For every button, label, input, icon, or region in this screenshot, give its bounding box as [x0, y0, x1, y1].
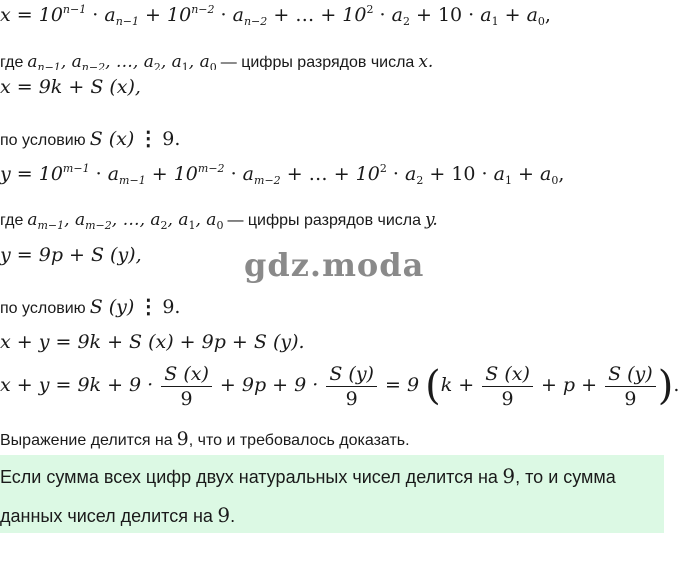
- sum-digits-x: S (x): [89, 128, 135, 150]
- grouped-inner-k: k +: [440, 374, 475, 396]
- grouped-rhs: = 9: [385, 374, 420, 396]
- fraction-sy-9: $\frac{S (y)}{9}$: [326, 363, 377, 410]
- result-number: 9: [217, 503, 231, 527]
- result-text: Если сумма всех цифр двух натуральных чисел делится на: [0, 467, 498, 487]
- equation-y-9p: y = 9p + S (y),: [0, 244, 142, 266]
- result-line-1: [0, 457, 616, 496]
- var-y: y.: [425, 210, 438, 230]
- var-x: x.: [418, 52, 434, 70]
- divides-symbol: ⋮: [138, 294, 159, 318]
- digits-suffix: — цифры разрядов числа: [227, 212, 422, 229]
- conclusion-number: 9: [176, 428, 189, 450]
- watermark-logo: gdz.moda: [244, 246, 425, 284]
- digits-description-x: где $a_{n-1}$, $a_{n-2}$, …, $a_2$, $a_1$, $a_0$ — цифры разрядов числа x.: [0, 52, 434, 70]
- condition-label: по условию: [0, 300, 86, 317]
- equation-x-9k: x = 9k + S (x),: [0, 76, 141, 98]
- conclusion: [0, 428, 410, 450]
- fraction-sx-9: $\frac{S (x)}{9}$: [161, 363, 212, 410]
- digits-description-y: где $a_{m-1}$, $a_{m-2}$, …, $a_2$, $a_1$, $a_0$ — цифры разрядов числа y.: [0, 210, 438, 232]
- equation-grouped: [0, 356, 679, 414]
- grouped-mid: + 9p + 9 ·: [219, 374, 319, 396]
- fraction-sy-9-inner: $\frac{S (y)}{9}$: [605, 363, 656, 410]
- where-label: где: [0, 212, 24, 229]
- right-paren: ): [657, 363, 674, 409]
- result-text: данных чисел делится на: [0, 506, 213, 526]
- equation-y-expansion: $y = 10^{m-1} \cdot a_{m-1} + 10^{m-2} \cdot a_{m-2}$ + … + $10^2 \cdot a_2 + 10 \cdot a_1 + a_0$,: [0, 162, 565, 187]
- condition-y: [0, 294, 180, 318]
- grouped-inner-p: + p +: [540, 374, 598, 396]
- condition-label: по условию: [0, 132, 86, 149]
- equation-sum: x + y = 9k + S (x) + 9p + S (y).: [0, 331, 305, 353]
- fraction-sx-9-inner: $\frac{S (x)}{9}$: [482, 363, 533, 410]
- result-suffix: .: [230, 506, 236, 526]
- left-paren: (: [425, 363, 441, 409]
- digits-suffix: — цифры разрядов числа: [220, 54, 415, 70]
- conclusion-text: Выражение делится на: [0, 432, 173, 449]
- grouped-lhs: x + y = 9k + 9 ·: [0, 374, 154, 396]
- grouped-end: .: [673, 374, 680, 396]
- where-label: где: [0, 54, 24, 70]
- result-line-2: [0, 496, 235, 535]
- sum-digits-y: S (y): [89, 296, 135, 318]
- result-number: 9: [502, 464, 516, 488]
- divides-symbol: ⋮: [138, 126, 159, 150]
- conclusion-suffix: , что и требовалось доказать.: [188, 432, 410, 449]
- condition-x: [0, 126, 180, 150]
- equation-x-expansion: $x = 10^{n-1} \cdot a_{n-1} + 10^{n-2} \cdot a_{n-2}$ + … + $10^2 \cdot a_2 + 10 \cdot a_1 + a_0$,: [0, 3, 551, 28]
- divisor: 9.: [162, 128, 181, 150]
- result-suffix: , то и сумма: [515, 467, 616, 487]
- divisor: 9.: [162, 296, 181, 318]
